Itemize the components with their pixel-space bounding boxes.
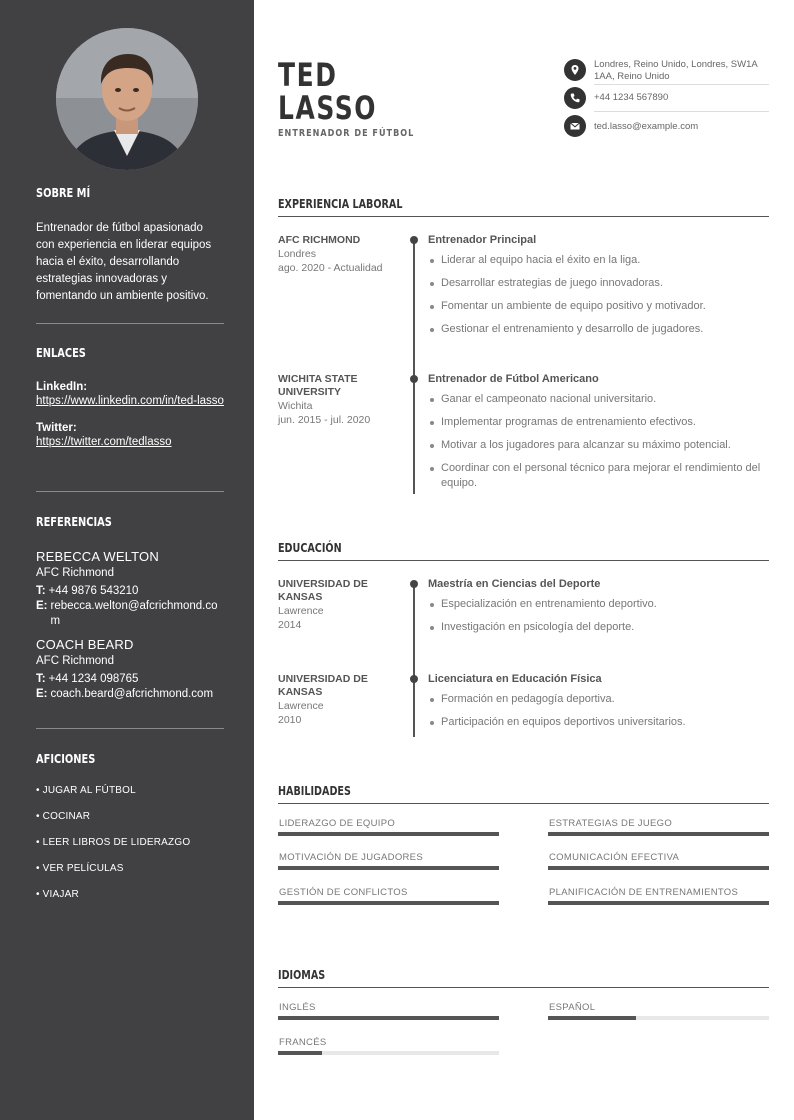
about-text: Entrenador de fútbol apasionado con experiencia en liderar equipos hacia el éxito, desarrollando estrategias innovadoras y fomentando un ambiente positivo. bbox=[36, 222, 212, 302]
institution: UNIVERSIDAD DE KANSAS bbox=[278, 578, 368, 603]
bullet-list bbox=[428, 692, 770, 730]
language-bar-fill bbox=[278, 1016, 499, 1020]
skill-name: GESTIÓN DE CONFLICTOS bbox=[279, 887, 408, 898]
reference-name: REBECCA WELTON bbox=[36, 549, 159, 564]
skill-bar-fill bbox=[278, 901, 499, 905]
bullet-list bbox=[428, 392, 770, 491]
skill-bar-fill bbox=[278, 866, 499, 870]
email-label: E: bbox=[36, 688, 48, 700]
link-label: LinkedIn: bbox=[36, 381, 88, 393]
link-twitter bbox=[36, 422, 224, 450]
twitter-link[interactable]: https://twitter.com/tedlasso bbox=[36, 436, 172, 448]
experience-entry-details bbox=[428, 372, 770, 499]
hobby-item: • COCINAR bbox=[36, 811, 91, 822]
links-section bbox=[36, 346, 224, 450]
language-item bbox=[278, 1037, 499, 1055]
email-text[interactable]: ted.lasso@example.com bbox=[594, 121, 699, 132]
hobbies-title: AFICIONES bbox=[36, 752, 96, 766]
skill-bar-fill bbox=[548, 866, 769, 870]
language-bar bbox=[278, 1051, 499, 1055]
phone-value: +44 9876 543210 bbox=[48, 585, 139, 597]
references-section bbox=[36, 515, 224, 702]
bullet-list bbox=[428, 597, 770, 635]
education-entry-details bbox=[428, 672, 770, 738]
sidebar-divider bbox=[36, 491, 224, 492]
skill-name: ESTRATEGIAS DE JUEGO bbox=[549, 818, 673, 829]
bullet-item: Investigación en psicología del deporte. bbox=[428, 620, 770, 635]
envelope-icon bbox=[564, 115, 586, 137]
skills-title: HABILIDADES bbox=[278, 784, 351, 798]
dates: jun. 2015 - jul. 2020 bbox=[278, 414, 371, 426]
contact-divider bbox=[594, 84, 769, 85]
skill-item bbox=[548, 852, 769, 870]
about-section bbox=[36, 186, 224, 305]
skill-bar-fill bbox=[548, 901, 769, 905]
hobby-item: • VIAJAR bbox=[36, 889, 79, 900]
sidebar bbox=[0, 0, 254, 1120]
dates: ago. 2020 - Actualidad bbox=[278, 262, 383, 274]
experience-entry-details bbox=[428, 233, 770, 345]
education-entry-meta bbox=[278, 673, 398, 727]
section-rule bbox=[278, 803, 769, 804]
skill-name: LIDERAZGO DE EQUIPO bbox=[279, 818, 396, 829]
bullet-list bbox=[428, 253, 770, 337]
employer: WICHITA STATE UNIVERSITY bbox=[278, 373, 358, 398]
email-value: coach.beard@afcrichmond.com bbox=[50, 688, 214, 700]
bullet-item: Desarrollar estrategias de juego innovadoras. bbox=[428, 276, 770, 291]
contact-email bbox=[564, 115, 769, 137]
references-title: REFERENCIAS bbox=[36, 515, 112, 529]
last-name: LASSO bbox=[278, 89, 378, 127]
bullet-item: Fomentar un ambiente de equipo positivo y motivador. bbox=[428, 299, 770, 314]
phone-text: +44 1234 567890 bbox=[594, 92, 669, 103]
language-bar-fill bbox=[548, 1016, 636, 1020]
language-name: ESPAÑOL bbox=[549, 1002, 596, 1013]
reference-item bbox=[36, 637, 224, 702]
linkedin-link[interactable]: https://www.linkedin.com/in/ted-lasso bbox=[36, 395, 224, 407]
experience-entry-meta bbox=[278, 234, 398, 275]
language-bar bbox=[278, 1016, 499, 1020]
location: Lawrence bbox=[278, 605, 324, 617]
language-name: FRANCÉS bbox=[279, 1037, 327, 1048]
skill-bar-fill bbox=[278, 832, 499, 836]
phone-icon bbox=[564, 87, 586, 109]
skill-name: COMUNICACIÓN EFECTIVA bbox=[549, 852, 680, 863]
position-title: Entrenador Principal bbox=[428, 234, 537, 246]
bullet-item: Motivar a los jugadores para alcanzar su máximo potencial. bbox=[428, 438, 770, 453]
bullet-item: Formación en pedagogía deportiva. bbox=[428, 692, 770, 707]
timeline-dot bbox=[410, 236, 418, 244]
reference-phone bbox=[36, 584, 224, 599]
hobby-item: • LEER LIBROS DE LIDERAZGO bbox=[36, 837, 191, 848]
hobby-item: • VER PELÍCULAS bbox=[36, 863, 124, 874]
location: Wichita bbox=[278, 400, 313, 412]
skill-bar bbox=[278, 832, 499, 836]
location: Lawrence bbox=[278, 700, 324, 712]
institution: UNIVERSIDAD DE KANSAS bbox=[278, 673, 368, 698]
timeline-dot bbox=[410, 580, 418, 588]
reference-name: COACH BEARD bbox=[36, 637, 134, 652]
education-entry-details bbox=[428, 577, 770, 643]
language-item bbox=[548, 1002, 769, 1020]
skill-name: MOTIVACIÓN DE JUGADORES bbox=[279, 852, 423, 863]
job-role: ENTRENADOR DE FÚTBOL bbox=[278, 128, 415, 139]
reference-company: AFC Richmond bbox=[36, 655, 114, 667]
sidebar-divider bbox=[36, 728, 224, 729]
reference-item bbox=[36, 549, 224, 629]
experience-timeline bbox=[413, 238, 415, 494]
hobby-item: • JUGAR AL FÚTBOL bbox=[36, 785, 136, 796]
profile-photo-illustration bbox=[56, 28, 198, 170]
phone-value: +44 1234 098765 bbox=[48, 673, 139, 685]
hobbies-section bbox=[36, 752, 224, 914]
dates: 2010 bbox=[278, 714, 302, 726]
skill-bar bbox=[278, 901, 499, 905]
location-pin-icon bbox=[564, 59, 586, 81]
reference-phone bbox=[36, 672, 224, 687]
address-text: Londres, Reino Unido, Londres, SW1A 1AA, Reino Unido bbox=[594, 59, 758, 82]
sidebar-divider bbox=[36, 323, 224, 324]
experience-title: EXPERIENCIA LABORAL bbox=[278, 197, 403, 211]
bullet-item: Participación en equipos deportivos universitarios. bbox=[428, 715, 770, 730]
languages-title: IDIOMAS bbox=[278, 968, 326, 982]
section-rule bbox=[278, 216, 769, 217]
bullet-item: Liderar al equipo hacia el éxito en la liga. bbox=[428, 253, 770, 268]
bullet-item: Gestionar el entrenamiento y desarrollo de jugadores. bbox=[428, 322, 770, 337]
skill-bar bbox=[278, 866, 499, 870]
bullet-item: Implementar programas de entrenamiento efectivos. bbox=[428, 415, 770, 430]
position-title: Entrenador de Fútbol Americano bbox=[428, 373, 599, 385]
reference-company: AFC Richmond bbox=[36, 567, 114, 579]
language-bar bbox=[548, 1016, 769, 1020]
section-rule bbox=[278, 987, 769, 988]
language-item bbox=[278, 1002, 499, 1020]
skill-item bbox=[278, 852, 499, 870]
timeline-dot bbox=[410, 675, 418, 683]
skill-item bbox=[278, 887, 499, 905]
employer: AFC RICHMOND bbox=[278, 234, 361, 246]
skill-bar bbox=[548, 901, 769, 905]
skill-name: PLANIFICACIÓN DE ENTRENAMIENTOS bbox=[549, 887, 739, 898]
profile-photo bbox=[56, 28, 198, 170]
contact-divider bbox=[594, 111, 769, 112]
degree-title: Licenciatura en Educación Física bbox=[428, 673, 602, 685]
skill-item bbox=[548, 887, 769, 905]
skill-bar bbox=[548, 866, 769, 870]
education-entry-meta bbox=[278, 578, 398, 632]
link-linkedin bbox=[36, 381, 224, 409]
skill-bar bbox=[548, 832, 769, 836]
education-timeline bbox=[413, 583, 415, 737]
dates: 2014 bbox=[278, 619, 302, 631]
degree-title: Maestría en Ciencias del Deporte bbox=[428, 578, 601, 590]
section-rule bbox=[278, 560, 769, 561]
bullet-item: Ganar el campeonato nacional universitario. bbox=[428, 392, 770, 407]
link-label: Twitter: bbox=[36, 422, 77, 434]
email-label: E: bbox=[36, 600, 48, 612]
skill-item bbox=[548, 818, 769, 836]
contact-address bbox=[564, 59, 769, 82]
location: Londres bbox=[278, 248, 316, 260]
experience-entry-meta bbox=[278, 373, 398, 427]
reference-email bbox=[36, 687, 224, 702]
language-name: INGLÉS bbox=[279, 1002, 316, 1013]
timeline-dot bbox=[410, 375, 418, 383]
reference-email bbox=[36, 599, 224, 629]
contact-phone bbox=[564, 87, 769, 109]
first-name: TED bbox=[278, 56, 338, 94]
email-value: rebecca.welton@afcrichmond.com bbox=[50, 600, 218, 627]
bullet-item: Especialización en entrenamiento deportivo. bbox=[428, 597, 770, 612]
education-title: EDUCACIÓN bbox=[278, 541, 342, 555]
skill-item bbox=[278, 818, 499, 836]
skill-bar-fill bbox=[548, 832, 769, 836]
phone-label: T: bbox=[36, 585, 46, 597]
phone-label: T: bbox=[36, 673, 46, 685]
bullet-item: Coordinar con el personal técnico para mejorar el rendimiento del equipo. bbox=[428, 461, 770, 491]
links-title: ENLACES bbox=[36, 346, 86, 360]
language-bar-fill bbox=[278, 1051, 322, 1055]
about-title: SOBRE MÍ bbox=[36, 186, 91, 200]
